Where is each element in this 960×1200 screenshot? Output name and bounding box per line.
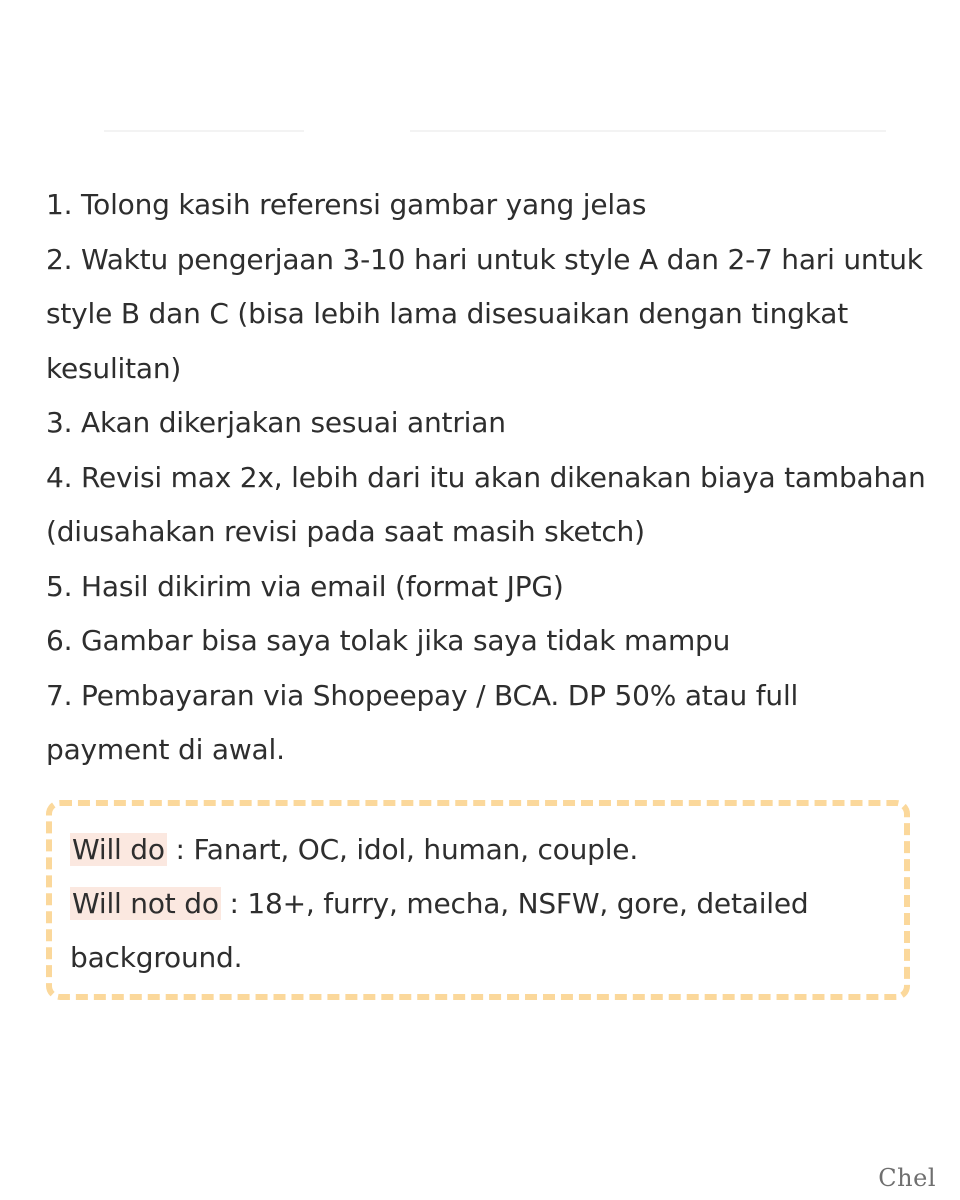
will-not-do-line	[70, 877, 870, 985]
will-do-line	[70, 823, 890, 877]
will-do-text: : Fanart, OC, idol, human, couple.	[166, 833, 639, 866]
term-item: 7. Pembayaran via Shopeepay / BCA. DP 50% atau full payment di awal.	[46, 678, 799, 766]
terms-list	[46, 178, 926, 778]
will-do-label: Will do	[72, 833, 165, 866]
term-item: 6. Gambar bisa saya tolak jika saya tidak mampu	[46, 624, 731, 657]
term-item: 3. Akan dikerjakan sesuai antrian	[46, 406, 506, 439]
faint-divider-right	[410, 130, 886, 132]
term-item: 2. Waktu pengerjaan 3-10 hari untuk style A dan 2-7 hari untuk style B dan C (bisa lebih lama disesuaikan dengan tingkat kesulitan)	[46, 242, 923, 385]
will-not-do-label: Will not do	[72, 887, 219, 920]
term-item: 1. Tolong kasih referensi gambar yang jelas	[46, 188, 647, 221]
faint-divider-left	[104, 130, 304, 132]
term-item: 4. Revisi max 2x, lebih dari itu akan dikenakan biaya tambahan (diusahakan revisi pada saat masih sketch)	[46, 460, 926, 548]
term-item: 5. Hasil dikirim via email (format JPG)	[46, 569, 564, 603]
will-not-do-text: : 18+, furry, mecha, NSFW, gore, detailed background.	[70, 887, 809, 974]
scope-box	[46, 800, 910, 1000]
signature: Chel	[878, 1164, 936, 1192]
